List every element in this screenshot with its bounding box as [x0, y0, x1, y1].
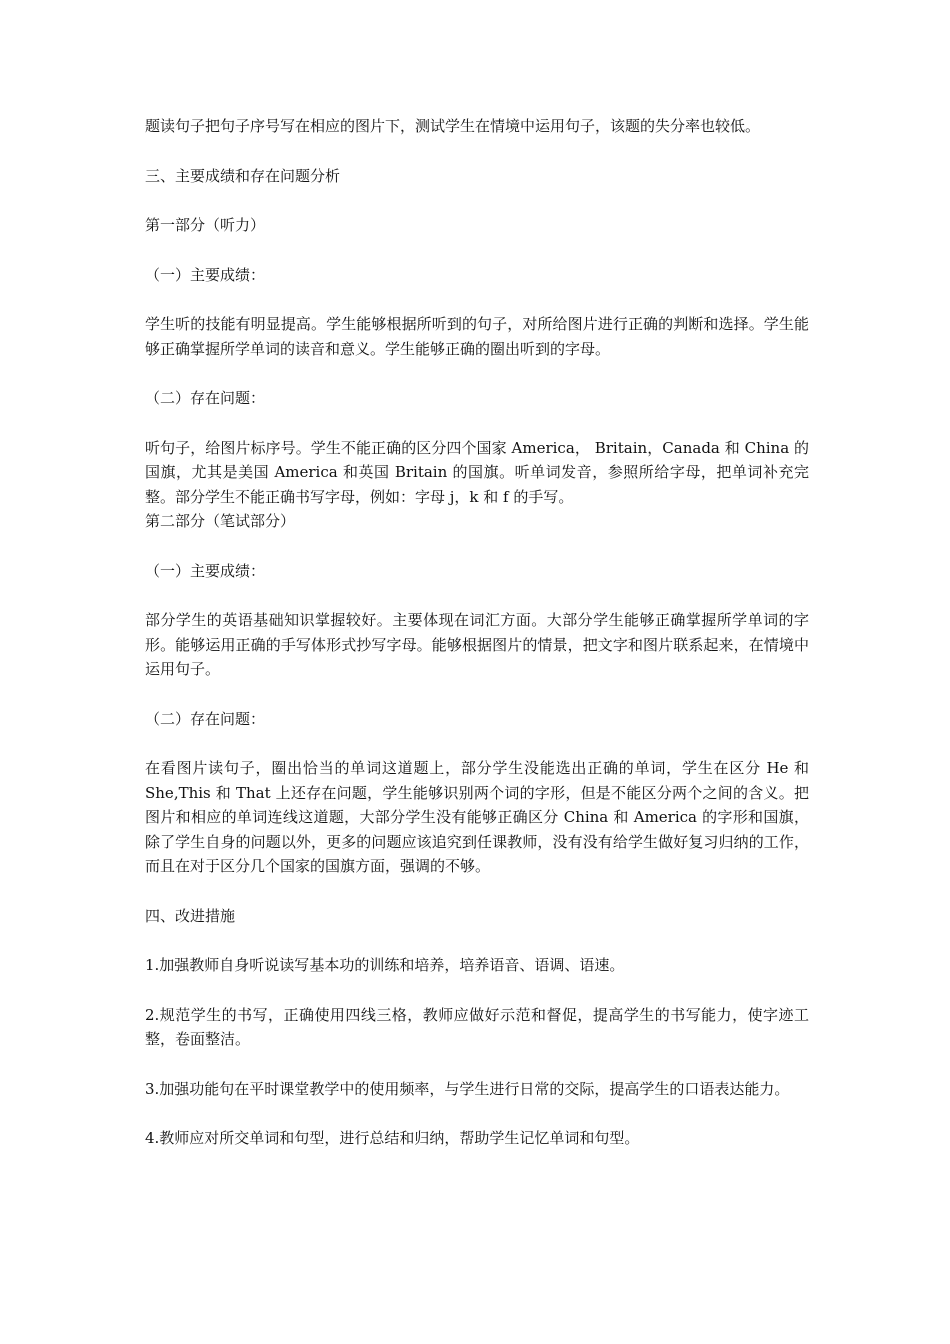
part-one-heading: 第一部分（听力）: [145, 216, 266, 234]
part-two-problems-paragraph: 在看图片读句子，圈出恰当的单词这道题上，部分学生没能选出正确的单词，学生在区分 He 和 She,This 和 That 上还存在问题，学生能够识别两个词的字形，但是不能区分两个之间的含义。把图片和相应的单词连线这道题，大部分学生没有能够正确区分 China 和 America 的字形和国旗，除了学生自身的问题以外，更多的问题应该追究到任课教师，没有没有给学生做好复习归纳的工作，而且在对于区分几个国家的国旗方面，强调的不够。: [145, 759, 809, 875]
part-one-achievements-paragraph: 学生听的技能有明显提高。学生能够根据所听到的句子，对所给图片进行正确的判断和选择。学生能够正确掌握所学单词的读音和意义。学生能够正确的圈出听到的字母。: [145, 315, 809, 358]
measure-item-4: 4.教师应对所交单词和句型，进行总结和归纳，帮助学生记忆单词和句型。: [145, 1129, 640, 1147]
measure-item-3: 3.加强功能句在平时课堂教学中的使用频率，与学生进行日常的交际，提高学生的口语表达能力。: [145, 1079, 790, 1098]
document-body: [145, 114, 809, 1151]
part-two-heading: 第二部分（笔试部分）: [145, 512, 296, 530]
measure-item-2: 2.规范学生的书写，正确使用四线三格，教师应做好示范和督促，提高学生的书写能力，使字迹工整，卷面整洁。: [145, 1005, 809, 1048]
section-heading-4: 四、改进措施: [145, 906, 236, 925]
part-two-problems-heading: （二）存在问题：: [145, 709, 266, 728]
part-one-problems-paragraph: 听句子，给图片标序号。学生不能正确的区分四个国家 America， Britain，Canada 和 China 的国旗，尤其是美国 America 和英国 Britain 的国旗。听单词发音，参照所给字母，把单词补充完整。部分学生不能正确书写字母，例如：字母 j，k 和 f 的手写。: [145, 438, 809, 506]
part-one-achievements-heading: （一）主要成绩：: [145, 265, 266, 284]
section-heading-3: 三、主要成绩和存在问题分析: [145, 166, 341, 185]
part-one-problems-heading: （二）存在问题：: [145, 389, 266, 407]
intro-paragraph: 题读句子把句子序号写在相应的图片下，测试学生在情境中运用句子，该题的失分率也较低。: [145, 117, 761, 135]
part-two-achievements-paragraph: 部分学生的英语基础知识掌握较好。主要体现在词汇方面。大部分学生能够正确掌握所学单词的字形。能够运用正确的手写体形式抄写字母。能够根据图片的情景，把文字和图片联系起来，在情境中运用句子。: [145, 611, 809, 678]
measure-item-1: 1.加强教师自身听说读写基本功的训练和培养，培养语音、语调、语速。: [145, 956, 625, 974]
part-two-achievements-heading: （一）主要成绩：: [145, 561, 266, 580]
